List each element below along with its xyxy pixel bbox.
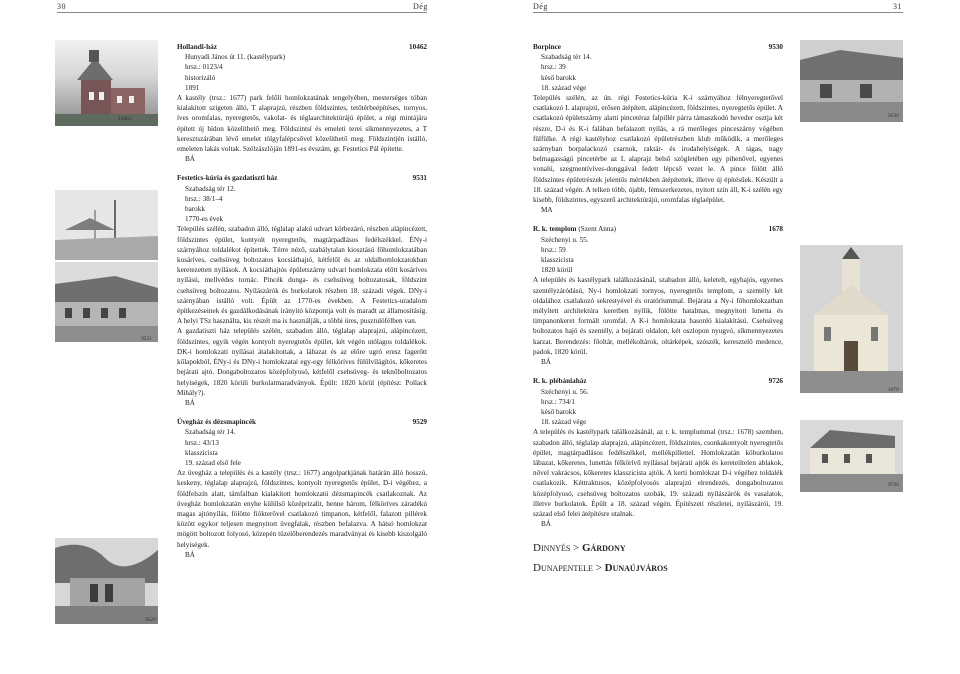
trees-illustration [55, 190, 158, 260]
entry-address: Szabadság tér 14. [541, 53, 592, 62]
entry-date: 19. század első fele [185, 458, 241, 467]
right-header-rule [533, 12, 903, 13]
entry-date: 18. század vége [541, 83, 587, 92]
house-illustration [55, 40, 158, 126]
entry-number: 1678 [768, 225, 783, 234]
entry-header-10462 [177, 42, 427, 52]
entry-style: historizáló [185, 73, 216, 82]
entry-description: Az üvegház a település és a kastély (trsz.: 1677) angolparkjának határán álló hosszú, keskeny, téglalap alaprajzú, földszintes, kontyolt nyeregtetős épület, D-i végéhez, a földfelszín alatt, támfalban kialakított homlokzatú dézsmapincék csatlakoznak. Az üvegház homlokzatán enyhe külülső középrizalit, benne három, félköríves záradékú magas ajtónyílás, fölötte fiókterővel csatlakozó timpanon, kétfelől, falazott pillérek között egykor teljesen megnyitott üvegfalak, részben befalazva. A hátsó homlokzat mögött boltozott folyosó, közepén tüzelőberendezés maradványai és kisebb kiszolgáló helyiségek. [177, 469, 427, 549]
photo-number-9531: 9531 [141, 336, 152, 342]
entry-hrsz: hrsz.: 59 [541, 245, 566, 254]
entry-address: Hunyadi János út 11. (kastélypark) [185, 53, 286, 62]
entry-number: 9530 [768, 43, 783, 51]
entry-description: Település szélén, az ún. régi Festetics-kúria K-i szárnyához félnyeregtetővel csatlakozó L alaprajzú, erősen átépített, alápincézett, földszintes, nyeregtetős épület. A csatlakozó épületszárny alatti pincetéraz falpillér párra támaszkodó heveder osztja két részre, D-i és K-i falában befalazott nyílás, a rá merőleges pinceszárny végében fülfülke. A régi kastélyhoz csatlakozó épületrészben klub működik, a merőleges szárnyban borpalackozó csarnok, raktár- és irodahelyiségek. A tágas, nagy belmagasságú pincetérbe az L alaprajz belső szögletében egy pihenővel, egyenes vonalú, szegmentívíves-donggával fedett lépcső vezet le. A pince fölött álló földszintes épületrészek jelentős mértékben átépítettek, illetve új építésűek. Készült a 18. század végén. A telken több, újabb, fémszerkezetes, nyitott szín áll, K-i szélén egy kisebb, földszintes, egyszerű architektúrájú, oromfalas téglaépület. [533, 94, 783, 205]
entry-number: 9726 [768, 377, 783, 386]
photo-kuria-1 [55, 190, 158, 260]
church-illustration [800, 245, 903, 393]
entry-title-group [533, 224, 616, 234]
wine-cellar-illustration [800, 40, 903, 122]
entry-style: késő barokk [541, 73, 576, 82]
entry-address: Szabadság tér 14. [185, 428, 236, 437]
entry-title-extra: (Szent Anna) [578, 225, 617, 234]
entry-address: Széchenyi u. 55. [541, 235, 589, 244]
entry-title: Festetics-kúria és gazdatiszti ház [177, 174, 278, 183]
entry-date: 18. század vége [541, 418, 587, 427]
entry-hrsz: hrsz.: 38/1–4 [185, 194, 223, 203]
entry-date: 1770-es évek [185, 215, 224, 224]
photo-templom [800, 245, 903, 393]
entry-title: Hollandi-ház [177, 43, 217, 51]
entry-number: 9529 [412, 418, 427, 427]
entry-hrsz: hrsz.: 734/1 [541, 397, 575, 406]
entry-description: A település és kastélypark találkozásánál, szabadon álló, keletelt, egyhajós, egyenes szentélyzáródású, Ny-i homlokzati tornyos, nyeregtetős templom, a szentély két oldalához csatlakozó sekrestyével és oratóriummal. Bejárata a Ny-i főhomlokzatban mélyített architektúra keretben nyílik, fölötte hatalmas, megnyitott lunetta és timpanonkeret formált oromfal. A K-i homlokzata hasonló kialakítású. Csehsüveg boltozatos hajó és szentély, a bejárati oldalon, két oszlopon nyugvó, síkmennyezetes karzat. Berendezés: főoltár, mellékoltárok, oltárképek, szószék, keresztelő medence, padok, 1820 körül. [533, 276, 783, 356]
photo-number-1678: 1678 [888, 387, 899, 393]
entry-style: késő barokk [541, 407, 576, 416]
arrow: > [573, 542, 580, 555]
city-new-name: Dunaújváros [604, 562, 668, 575]
entry-date: 1891 [185, 83, 200, 92]
entry-title: R. k. plébániaház [533, 377, 587, 386]
photo-number-9529: 9529 [145, 617, 156, 623]
entry-style: barokk [185, 205, 205, 214]
entry-header-9726 [533, 376, 783, 386]
entry-hrsz: hrsz.: 43/13 [185, 438, 219, 447]
entry-signature: BÁ [541, 520, 551, 529]
photo-number-9530: 9530 [888, 113, 899, 119]
entry-number: 9531 [412, 174, 427, 183]
entry-description-2: A gazdatiszti ház település szélén, szabadon álló, téglalap alaprajzú, alápincézett, földszintes, egyik végén kontyolt nyeregtetős épület, két végén utólagos toldalékok. DK-i homlokzati nyílásai átalakítottak, a lábazat és az előre ugró eresz fagerőtt kőlapokból, ÉNy-i és DNy-i homlokzatai egy-egy félköríves fülülvilágítós, kőkeretes bejárati ajtó. Dongaboltozatos középfolyosó, kétfelől csehsüveg- és teknőboltozatos helyiségek, 1820 körüli burkolatmaradványok. Épült: 1820 körül (építész: Pollack Mihály?). [177, 327, 427, 397]
entry-description: Település szélén, szabadon álló, téglalap alakú udvart körbezáró, részben alápincézett, földszintes épület, kontyolt nyeregtetős, magtárpadlásos fedélszékkel. ÉNy-i szárnyához toldalékot építettek. Térre néző, szabálytalan kiosztású főhomlokzatában kosáríves, csehsüveg boltozatos kocsiáthajtó, kétfelől és az oldalhomlokzatokban keretezetten nyílások. A kocsiáthajtós épületszárny udvari homlokzata előtt kosáríves nyílású, mellvédes tornác. Pincék donga- és csehsüveg boltozatosak, földszint csehsüveg boltozatos. Nyílászárók és burkolatok részben 18. századi végek. DNy-i szárnyában istálló volt. Épült az 1770-es években. A Festetics-uradalom építkezéseinek és gazdálkodásának irányító központja volt és maradt az államosításig. A helyi TSz használta, kis részét ma is használják, a többi üres, pusztulófélben van. [177, 225, 427, 326]
entry-signature: MA [541, 206, 553, 215]
entry-title: Üvegház és dézsmapincék [177, 418, 257, 427]
photo-hollandi-haz [55, 40, 158, 126]
entry-header-9531 [177, 173, 427, 183]
entry-header-1678 [533, 224, 783, 234]
photo-borpince [800, 40, 903, 122]
entry-date: 1820 körül [541, 266, 573, 275]
right-page-number: 31 [893, 2, 902, 11]
entry-style: klasszicista [541, 256, 574, 265]
left-page-number: 30 [57, 2, 66, 11]
entry-description: A település és kastélypark találkozásánál, az r. k. templommal (trsz.: 1678) szemben, szabadon álló, téglalap alaprajzú, alápincézett, földszintes, csonkakontyolt nyeregtetős épület, magtárpadlásos fedélszékkel, mellékpillettel. Homlokzatán köburkolatos lábazat, kőkeretes, lunettás félkörívű nyílással bejárati ajtók és kereteiltelen ablakok, nővel vakrácsos, kőkeretes klasszicista ajtók. A kerti homlokzat D-i végéhez toldalék csatlakozik. Kéttraktusos, középfolyosós alaprajzú elrendezés, dongaboltozatos középfolyosó, csehsüveg boltozatos szobák, 19. századi nyílászárók és vasalatok, illetve burkolatok. Épült a 18. század végén. Építészeti részletei, nyílászárói, 19. század első felei átépítésre utalnak. [533, 428, 783, 518]
entry-address: Szabadság tér 12. [185, 184, 236, 193]
entry-title: Borpince [533, 43, 561, 51]
city-crossref-gardony [533, 541, 783, 555]
entry-header-9529 [177, 417, 427, 427]
entry-header-9530 [533, 42, 783, 52]
photo-uveghaz [55, 538, 158, 624]
entry-number: 10462 [409, 43, 427, 51]
city-old-name: Dinnyés [533, 542, 571, 555]
city-old-name: Dunapentele [533, 562, 593, 575]
city-crossref-dunaujvaros [533, 561, 783, 575]
entry-description: A kastély (trsz.: 1677) park felőli homlokzatának tengelyében, mesterséges tóban kialakított szigeten álló, T alaprajzú, részben földszintes, tetőtérbeépítéses, tornyos, íves oromfalas, nyeregtetős, vakolat- és téglaarchitektúrájú épület, a régi mintájára épített új hídon közelíthető meg. Földszintsí és emeleti terei síkmennyezetes, a T keresztszárában lévő emelet tölgyfalépcsővel közelíthető meg. Földszintjén istálló, emeleten lakás voltak. Szélzászlóján 1891-es évszám, gr. Festetics Pál építette. [177, 94, 427, 154]
manor-illustration [55, 262, 158, 342]
right-running-head: Dég [533, 2, 548, 11]
photo-number-9726: 9726 [888, 482, 899, 488]
right-text-column [533, 42, 783, 575]
left-running-head: Dég [413, 2, 428, 11]
entry-title: R. k. templom [533, 225, 577, 234]
entry-address: Széchenyi u. 56. [541, 387, 589, 396]
greenhouse-illustration [55, 538, 158, 624]
left-header-rule [57, 12, 427, 13]
entry-style: klasszicista [185, 448, 218, 457]
entry-hrsz: hrsz.: 0123/4 [185, 63, 223, 72]
photo-number-10462: 10462 [118, 116, 132, 122]
city-new-name: Gárdony [582, 542, 626, 555]
entry-signature: BÁ [185, 398, 195, 407]
entry-hrsz: hrsz.: 39 [541, 63, 566, 72]
photo-kuria-2 [55, 262, 158, 342]
entry-signature: BÁ [185, 550, 195, 559]
left-text-column [177, 42, 427, 560]
arrow: > [595, 562, 602, 575]
entry-signature: BÁ [185, 155, 195, 164]
entry-signature: BÁ [541, 358, 551, 367]
